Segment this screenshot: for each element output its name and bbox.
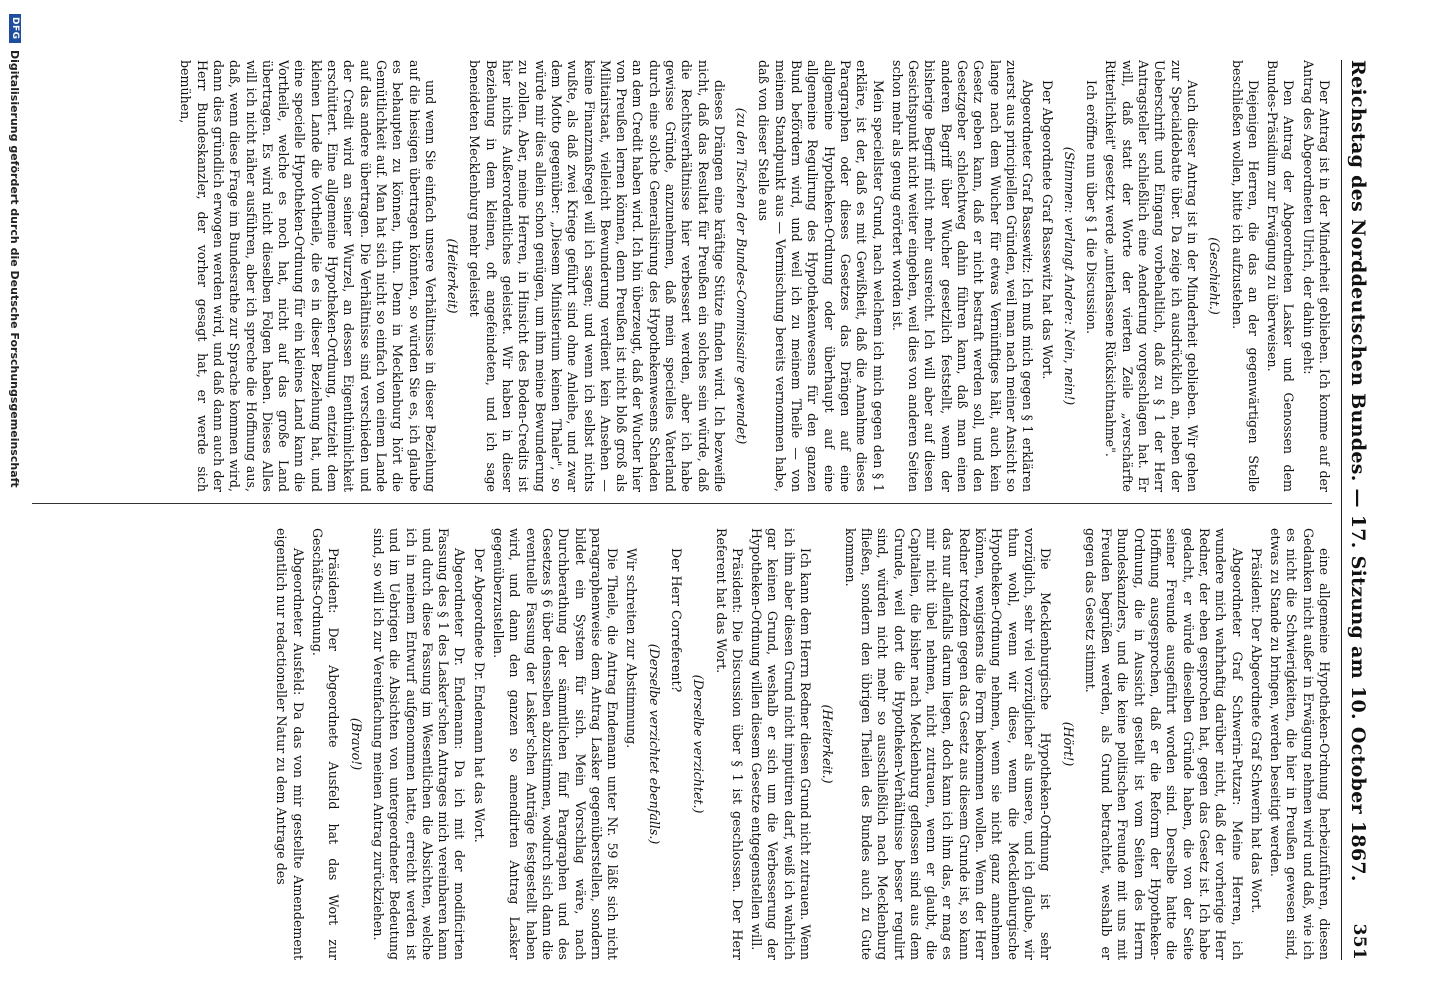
left-column xyxy=(32,60,1332,492)
stage-direction: (Geschieht.) xyxy=(1207,237,1223,315)
running-header xyxy=(1341,60,1377,960)
paragraph: Abgeordneter Dr. Endemann: Da ich mit der modificirten Fassung des § 1 des Lasker'schen Antrages mich vereinbaren kann und durch diese Fassung im Wesentlichen die Absichten, welche ich in meinem Entwurf aufgenommen hatte, erreicht werden ist und im Uebrigen die Absichten von untergeordneter Bedeutung sind, so will ich zur Vereinfachung meinen Antrag zurückziehen. xyxy=(370,528,468,960)
paragraph: eine allgemeine Hypotheken-Ordnung herbeizuführen, diesen Gedanken nicht außer in Erwägung nehmen wird und daß, wie ich es nicht die Schwierigkeiten, die hier in Preußen gewesen sind, etwas zu Stande zu bringen, werden beseitigt werden. xyxy=(1268,528,1332,960)
header-title: Reichstag des Norddeutschen Bundes. — 17. Sitzung am 10. October 1867. xyxy=(1347,60,1369,882)
paragraph: Präsident: Der Abgeordnete Graf Schwerin hat das Wort. xyxy=(1248,548,1264,914)
paragraph: Wir schreiten zur Abstimmung. xyxy=(624,548,640,749)
paragraph: und wenn Sie einfach unsere Verhältnisse in dieser Beziehung auf die hiesigen übertragen könnten, so würden Sie es, ich glaube es behaupten zu können, thun. Denn in Mecklenburg hört die Gemütlichkeit auf. Man hat sich nicht so einfach von einem Lande auf das andere übertragen. Die Verhältnisse sind verschieden und der Credit wird an seiner Wurzel, an dessen Eigenthümlichkeit erschüttert. Eine allgemeine Hypotheken-Ordnung, entzieht dem kleinen Lande die Vortheile, die es in dieser Beziehung hat, und eine specielle Hypotheken-Ordnung für ein kleines Land kann die Vortheile, welche es noch hat, nicht auf das große Land übertragen. Es wird nicht dieselben Folgen haben. Dieses Alles will ich nicht näher ausführen, aber ich spreche die Hoffnung aus, daß, wenn diese Frage im Bundesrathe zur Sprache kommen wird, dann dies gründlich erwogen werden wird, und daß dann auch der Herr Bundeskanzler, der vorher gesagt hat, er werde sich bemühen, xyxy=(178,60,438,492)
paragraph: Abgeordneter Ausfeld: Da das von mir gestellte Amendement eigentlich nur redactioneller Natur zu dem Antrage des xyxy=(274,528,306,960)
paragraph: dieses Drängen eine kräftige Stütze finden wird. Ich bezweifle nicht, daß das Resultat für Preußen ein solches sein würde, daß die Rechtsverhältnisse hier verbessert werden, aber ich habe gewisse Gründe, anzunehmen, daß mein specielles Vaterland durch eine solche Generalisirung des Hypothekenwesens Schaden an dem Credit haben wird. Ich bin überzeugt, daß der Wucher hier von Preußen lernen können, denn Preußen ist nicht bloß groß als Militairstaat, vielleicht Bewunderung verdient kein Ansehen — keine Finanzmaßregel will ich sagen; und wenn ich selbst nichts wußte, als daß zwei Kriege geführt sind ohne Anleihe, und zwar dem Motto gegenüber: „Diesem Ministerium keinen Thaler", so würde mir dies allein schon genügen, um ihm meine Bewunderung zu zollen. Aber, meine Herren, in Hinsicht des Boden-Credits ist hier nichts Außerordentliches geleistet. Wir haben in dieser Beziehung in dem kleinen, oft angefeindeten, und ich sage beneideten Mecklenburg mehr geleistet xyxy=(467,60,727,492)
footer-credit: Digitalisierung gefördert durch die Deutsche Forschungsgemeinschaft xyxy=(8,50,21,488)
paragraph: Präsident: Der Abgeordnete Ausfeld hat das Wort zur Geschäfts-Ordnung. xyxy=(310,528,342,960)
paragraph: Der Herr Correferent? xyxy=(669,548,685,693)
stage-direction: (Derselbe verzichtet.) xyxy=(691,674,707,814)
paragraph: Ich kann dem Herrn Redner diesen Grund nicht zutrauen. Wenn ich ihm aber diesen Grund nicht imputiren darf, weiß ich wahrlich gar keinen Grund, weshalb er sich um die Verbesserung der Hypotheken-Ordnung willen diesem Gesetze entgegenstellen will. xyxy=(749,528,814,960)
paragraph: Die Mecklenburgische Hypotheken-Ordnung ist sehr vorzüglich, sehr viel vorzüglicher als unsere, und ich glaube, wir thun wohl, wenn wir diese, wenn die Mecklenburgische Hypotheken-Ordnung nehmen, wenn sie nicht ganz annehmen können, wenigstens die Form bekommen wollen. Wenn der Herr Redner trotzdem gegen das Gesetz aus diesem Grunde ist, so kann das nur allenfalls darum liegen, doch kann ich ihm das, er mag es mir nicht übel nehmen, nicht zutrauen, wenn er glaubt, die Capitalien, die bisher nach Mecklenburg geflossen sind aus dem Grunde, weil dort die Hypotheken-Verhältnisse besser regulirt sind, würden nicht mehr so ausschließlich nach Mecklenburg fließen, sondern den übrigen Theilen des Bundes auch zu Gute kommen. xyxy=(842,528,1054,960)
column-divider xyxy=(32,503,1332,504)
paragraph: Die Theile, die Antrag Endemann unter Nr. 59 läßt sich nicht paragraphenweise dem Antrag Lasker gegenüberstellen, sondern bildet ein System für sich. Mein Vorschlag wäre, nach Durchberathung der sämmtlichen fünf Paragraphen und des Gesetzes § 6 über densselben abzustimmen, wodurch sich dann die eventuelle Fassung der Lasker'schen Anträge festgestellt haben wird, und dann den ganzen so amendirten Antrag Lasker gegenüberzustellen. xyxy=(491,528,621,960)
paragraph: Mein speciellster Grund, nach welchem ich mich gegen den § 1 erkläre, ist der, daß es mit Gewißheit, daß die Annahme dieses Paragraphen oder dieses Gesetzes das Drängen auf eine allgemeine Hypotheken-Ordnung oder überhaupt auf eine allgemeine Regulirung des Hypothekenwesens für den ganzen Bund befördern wird, und weil ich zu meinem Theile — von meinem Standpunkt aus — Vermischung bereits vernommen habe, daß von dieser Stelle aus xyxy=(756,60,886,492)
paragraph: Diejenigen Herren, die das an der gegenwärtigen Stelle beschließen wollen, bitte ich aufzustehen. xyxy=(1229,60,1261,492)
paragraph: Abgeordneter Graf Bassewitz: Ich muß mich gegen § 1 erklären zuerst aus principiellen Gründen, weil man nach meiner Ansicht so lange nach dem Wucher für etwas Vernünftiges hält, auch kein Gesetz geben kann, daß er nicht bestraft werden soll, und den Gesetzgeber schlechtweg dahin führen kann, daß man einen anderen Begriff über Wucher gesetzlich feststellt, wenn der bisherige Begriff nicht mehr ausreicht. Ich will aber auf diesen Gesichtspunkt nicht weiter eingehen, weil dies von anderen Seiten schon mehr als genug erörtert worden ist. xyxy=(889,60,1036,492)
footer xyxy=(0,0,27,1000)
paragraph: Ich eröffne nun über § 1 die Discussion. xyxy=(1084,80,1100,334)
stage-direction: (Stimmen: verlangt Andere: Nein, nein!) xyxy=(1061,146,1077,406)
stage-direction: (Bravo!) xyxy=(348,717,364,771)
stage-direction: (Heiterkeit.) xyxy=(820,704,836,784)
paragraph: Der Antrag ist in der Minderheit geblieben. Ich komme auf der Antrag des Abgeordneten Ulrich, der dahin geht: xyxy=(1300,60,1332,492)
stage-direction: (Heiterkeit) xyxy=(445,238,461,314)
right-column xyxy=(32,528,1332,960)
paragraph: Den Antrag der Abgeordneten Lasker und Genossen dem Bundes-Präsidium zur Erwägung zu überweisen. xyxy=(1265,60,1297,492)
page-number: 351 xyxy=(1349,923,1369,960)
stage-direction: (Hört!) xyxy=(1060,721,1076,767)
paragraph: Präsident: Die Discussion über § 1 ist geschlossen. Der Herr Referent hat das Wort. xyxy=(713,528,745,960)
paragraph: Der Abgeordnete Dr. Endemann hat das Wort. xyxy=(471,548,487,843)
paragraph: Abgeordneter Graf Schwerin-Putzar: Meine Herren, ich wundere mich wahrhaftig darüber nicht, daß der vorherige Herr Redner, der eben gesprochen hat, gegen das Gesetz ist. Ich habe gedacht, er würde dieselben Gründe haben, die von der Seite seiner Freunde ausgeführt worden sind. Derselbe hatte die Hoffnung ausgesprochen, daß er die Reform der Hypotheken-Ordnung, die in Aussicht gestellt ist vom Seiten des Herrn Bundeskanzlers, und die keine politischen Freunde mit uns mit Freuden begrüßen werden, als Grund betrachtet, weshalb er gegen das Gesetz stimmt. xyxy=(1082,528,1245,960)
dfg-logo: DFG xyxy=(9,14,21,43)
paragraph: Der Abgeordnete Graf Bassewitz hat das Wort. xyxy=(1039,80,1055,380)
stage-direction: (zu den Tischen der Bundes-Commissaire gewendet) xyxy=(734,107,750,445)
paragraph: Auch dieser Antrag ist in der Minderheit geblieben. Wir gehen zur Specialdebatte über. Da zeige ich ausdrücklich an, neben der Ueberschrift und Eingang vorbehaltlich, daß zu § 1 der Herr Antragsteller schließlich eine Aenderung vorgeschlagen hat. Er will, daß statt der Worte der vierten Zeile „verschärfte Ritterlichkeit" gesetzt werde „unterlassene Rücksichtnahme". xyxy=(1103,60,1200,492)
header-rule xyxy=(1341,60,1342,960)
stage-direction: (Derselbe verzichtet ebenfalls.) xyxy=(646,643,662,845)
